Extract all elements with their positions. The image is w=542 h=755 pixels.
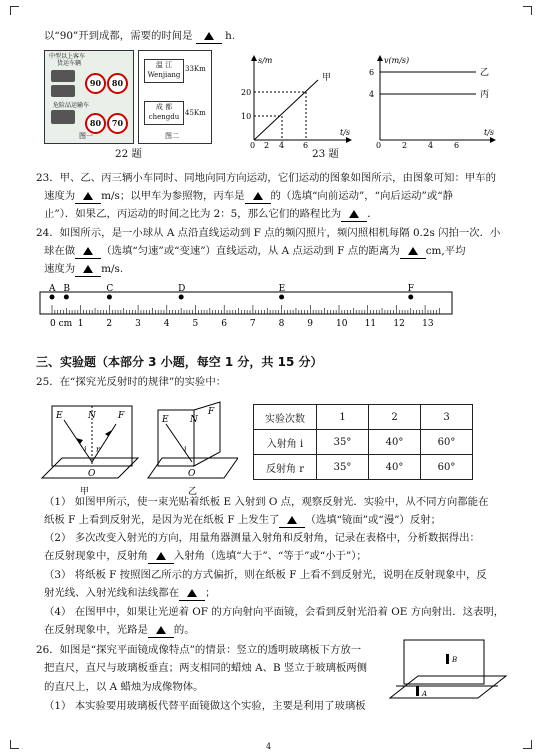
- ball-mark: [279, 295, 284, 300]
- corner-mark: [10, 740, 19, 749]
- label-i-yi: i: [184, 445, 187, 454]
- sign1-line3: 危险品运输车: [53, 102, 90, 109]
- answer-blank[interactable]: [75, 263, 101, 277]
- sign1-line1: 中型以上客车: [49, 53, 86, 60]
- truck-icon: [51, 85, 75, 97]
- left-xtick-0: 0: [250, 141, 256, 148]
- sign1-line2: 货运车辆: [57, 60, 82, 67]
- table-cell: 反射角 r: [254, 455, 317, 480]
- q25-p4b: 在反射现象中，光路是 的。: [44, 624, 195, 636]
- ball-label: D: [178, 284, 186, 294]
- left-xtick-4: 4: [279, 141, 285, 148]
- ruler-number: 0 cm: [50, 319, 73, 329]
- hazmat-truck-icon: [51, 110, 75, 124]
- fig22-caption: 22 题: [115, 148, 142, 160]
- q23-line3: 止”）．如果乙，丙运动的时间之比为 2：5，那么它们的路程比为 ．: [44, 208, 378, 220]
- right-xtick-2: 2: [402, 141, 408, 148]
- q25-figure: [38, 400, 238, 496]
- answer-blank[interactable]: [400, 245, 426, 259]
- candle-A-label: A: [422, 690, 428, 698]
- ruler-number: 1: [77, 319, 84, 329]
- label-O: O: [88, 469, 96, 479]
- ruler-body: [40, 292, 452, 314]
- label-yi: 乙: [188, 487, 198, 496]
- ruler-number: 7: [249, 319, 256, 329]
- right-ylabel: v(m/s): [384, 56, 410, 65]
- sign1-label: 图一: [79, 132, 93, 140]
- left-xtick-2: 2: [264, 141, 270, 148]
- corner-mark: [523, 6, 532, 15]
- table-header-cell: 1: [317, 405, 369, 430]
- city2-en: chengdu: [148, 113, 180, 121]
- table-cell: 60°: [421, 455, 473, 480]
- q24-line1: 24．如图所示，是一小球从 A 点沿直线运动到 F 点的频闪照片，频闪照相机每隔 0.2s 闪拍一次．小: [36, 227, 501, 239]
- table-cell: 40°: [369, 430, 421, 455]
- ruler-number: 3: [135, 319, 141, 329]
- ruler-number: 5: [192, 319, 199, 329]
- ruler-number: 9: [307, 319, 314, 329]
- ball-label: E: [278, 284, 286, 294]
- q26-line4: （1） 本实验要用玻璃板代替平面镜做这个实验，主要是利用了玻璃板: [44, 700, 366, 712]
- ruler-number: 2: [106, 319, 113, 329]
- answer-blank[interactable]: [245, 190, 271, 204]
- right-series-2: 丙: [480, 90, 490, 100]
- q26-figure: [386, 636, 510, 706]
- dist1: 33Km: [185, 65, 206, 73]
- city1-box: [144, 59, 184, 83]
- answer-blank[interactable]: [196, 30, 222, 44]
- label-N-yi: N: [190, 415, 198, 425]
- answer-blank[interactable]: [148, 550, 174, 564]
- ball-label: A: [49, 284, 56, 294]
- label-O-yi: O: [188, 469, 196, 479]
- ball-label: B: [63, 284, 70, 294]
- section-3-title: 三、实验题（本部分 3 小题，每空 1 分，共 15 分）: [36, 355, 323, 369]
- fig22-sign1: [44, 50, 134, 144]
- ball-label: F: [407, 284, 414, 294]
- label-E-yi: E: [162, 415, 169, 425]
- table-header-cell: 2: [369, 405, 421, 430]
- ruler-number: 8: [278, 319, 285, 329]
- q25-p3a: （3） 将纸板 F 按照图乙所示的方式偏折，则在纸板 F 上看不到反射光，说明在反射现象中，反: [44, 569, 487, 581]
- q25-p1b: 纸板 F 上看到反射光，是因为光在纸板 F 上发生了 （选填“镜面”或“漫”）反射；: [44, 514, 441, 526]
- ruler-number: 13: [422, 319, 434, 329]
- q22-tail: 以“90”开到成都，需要的时间是 h.: [44, 30, 236, 42]
- left-series-label: 甲: [322, 73, 332, 83]
- corner-mark: [10, 6, 19, 15]
- table-row: [254, 405, 473, 430]
- q25-p4a: （4） 在图甲中，如果让光逆着 OF 的方向射向平面镜，会看到反射光沿着 OE 方向射出．这表明，: [44, 606, 505, 618]
- q24-line3: 速度为 m/s.: [44, 263, 124, 275]
- table-row: [254, 430, 473, 455]
- sign2-label: 图二: [165, 132, 179, 140]
- label-F-yi: F: [208, 407, 215, 417]
- label-jia: 甲: [80, 487, 90, 496]
- experiment-table: [253, 404, 473, 480]
- table-cell: 入射角 i: [254, 430, 317, 455]
- fig22-sign2: [138, 50, 212, 144]
- answer-blank[interactable]: [75, 190, 101, 204]
- q25-intro: 25．在“探究光反射时的规律”的实验中：: [36, 376, 227, 388]
- ruler-number: 12: [393, 319, 405, 329]
- answer-blank[interactable]: [148, 624, 174, 638]
- table-cell: 35°: [317, 430, 369, 455]
- left-ylabel: s/m: [258, 56, 273, 65]
- answer-blank[interactable]: [179, 587, 205, 601]
- right-xtick-4: 4: [428, 141, 434, 148]
- q26-line3: 的直尺上，以 A 蜡烛为成像物体。: [44, 681, 204, 693]
- city2-box: [144, 101, 184, 125]
- left-ytick-10: 10: [241, 112, 252, 121]
- ball-label: C: [106, 284, 114, 294]
- ball-mark: [179, 295, 184, 300]
- q23-line2: 速度为 m/s；以甲车为参照物，丙车是 的（选填“向前运动”，“向后运动”或“静: [44, 190, 453, 202]
- table-cell: 60°: [421, 430, 473, 455]
- right-ytick-4: 4: [369, 90, 375, 99]
- label-r: r: [96, 445, 100, 454]
- q25-p2b: 在反射现象中，反射角 入射角（选填“大于”、“等于”或“小于”）；: [44, 550, 367, 562]
- q26-line1: 26．如图是“探究平面镜成像特点”的情景：竖立的透明玻璃板下方放一: [36, 644, 362, 656]
- speed-sign-2: 80: [107, 73, 128, 94]
- q24-line2: 球在做 （选填“匀速”或“变速”）直线运动，从 A 点运动到 F 点的距离为 cm,平均: [44, 245, 466, 257]
- q23-line1: 23．甲、乙、丙三辆小车同时、同地向同方向运动，它们运动的图象如图所示，由图象可知：甲车的: [36, 172, 497, 184]
- ball-mark: [50, 295, 55, 300]
- q25-p1a: （1） 如图甲所示，使一束光贴着纸板 E 入射到 O 点，观察反射光．实验中，从不同方向都能在: [44, 496, 489, 508]
- candle-B-label: B: [452, 656, 458, 664]
- label-N: N: [88, 411, 96, 421]
- speed-sign-3: 80: [85, 113, 106, 134]
- ruler-number: 10: [336, 319, 348, 329]
- fig23-left-graph: [236, 52, 354, 148]
- table-header-cell: 3: [421, 405, 473, 430]
- page-number: 4: [266, 742, 272, 751]
- city1-name: 温 江: [155, 61, 173, 69]
- right-xlabel: t/s: [484, 128, 495, 137]
- ruler-number: 4: [163, 319, 170, 329]
- answer-blank[interactable]: [341, 208, 367, 222]
- table-row: [254, 455, 473, 480]
- ball-mark: [64, 295, 69, 300]
- city1-en: Wenjiang: [147, 71, 181, 79]
- answer-blank[interactable]: [279, 514, 305, 528]
- left-xtick-6: 6: [303, 141, 309, 148]
- ball-mark: [408, 295, 413, 300]
- right-series-1: 乙: [480, 68, 490, 78]
- city2-name: 成 都: [155, 103, 173, 111]
- bus-icon: [51, 70, 75, 82]
- right-xtick-0: 0: [376, 141, 382, 148]
- left-xlabel: t/s: [340, 128, 351, 137]
- right-xtick-6: 6: [454, 141, 460, 148]
- ball-mark: [107, 295, 112, 300]
- table-cell: 35°: [317, 455, 369, 480]
- q25-p3b: 射光线、入射光线和法线都在 ；: [44, 587, 216, 599]
- right-ytick-6: 6: [369, 68, 375, 77]
- table-cell: 40°: [369, 455, 421, 480]
- speed-sign-1: 90: [85, 73, 106, 94]
- label-F: F: [118, 411, 125, 421]
- ruler-number: 11: [364, 319, 377, 329]
- corner-mark: [523, 740, 532, 749]
- left-ytick-20: 20: [241, 88, 252, 97]
- dist2: 45Km: [185, 109, 206, 117]
- q26-line2: 把直尺，直尺与玻璃板垂直；两支相同的蜡烛 A、B 竖立于玻璃板两侧: [44, 662, 368, 674]
- ruler-figure: [36, 284, 456, 336]
- label-i: i: [84, 445, 87, 454]
- fig23-caption: 23 题: [312, 148, 339, 160]
- answer-blank[interactable]: [75, 245, 101, 259]
- speed-sign-4: 70: [107, 113, 128, 134]
- ruler-number: 6: [221, 319, 227, 329]
- table-header-cell: 实验次数: [254, 405, 317, 430]
- label-E: E: [56, 411, 63, 421]
- q25-p2a: （2） 多次改变入射光的方向，用量角器测量入射角和反射角，记录在表格中，分析数据得出：: [44, 532, 480, 544]
- fig23-right-graph: [366, 52, 500, 148]
